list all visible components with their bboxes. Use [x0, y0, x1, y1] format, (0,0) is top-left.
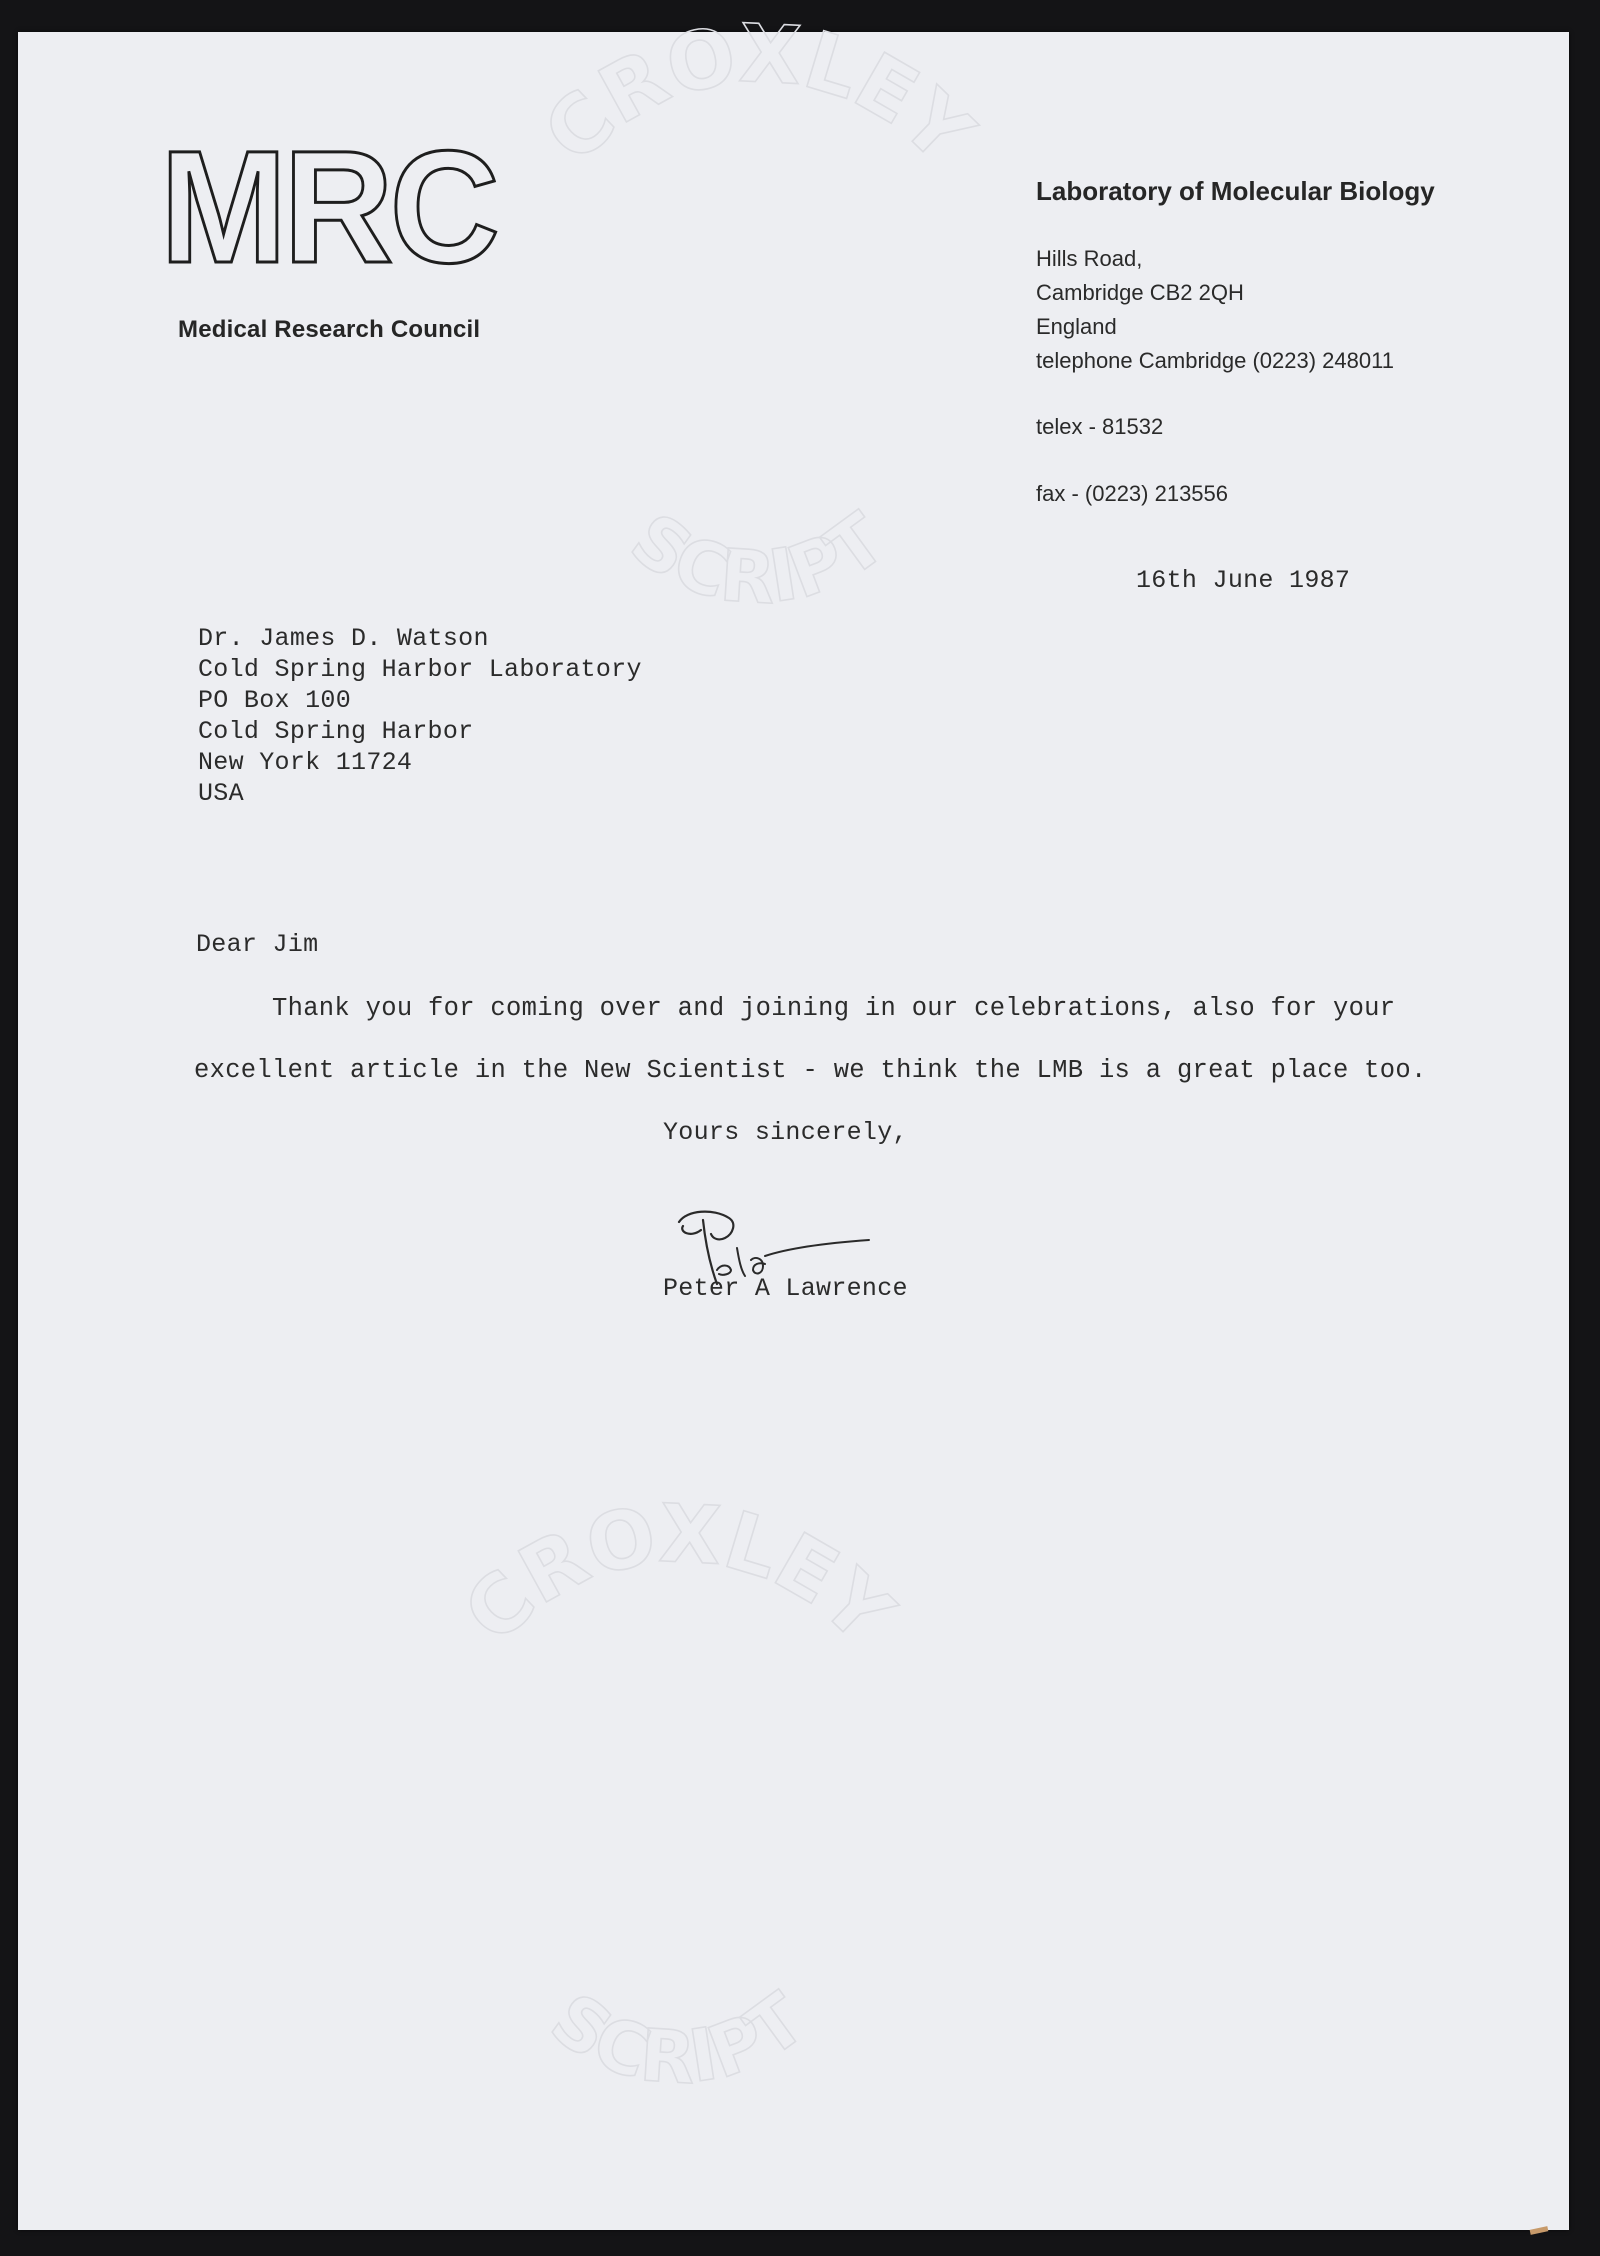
body-line: excellent article in the New Scientist - we think the LMB is a great place too.: [194, 1056, 1427, 1085]
recipient-line: PO Box 100: [198, 686, 352, 715]
fax-line: fax - (0223) 213556: [1036, 481, 1229, 506]
watermark-line1: CROXLEY: [446, 1486, 910, 1661]
closing: Yours sincerely,: [663, 1118, 908, 1147]
watermark-top: [488, 6, 1008, 621]
organization-name: Medical Research Council: [178, 316, 481, 343]
telex-line: telex - 81532: [1036, 414, 1164, 439]
telephone-line: telephone Cambridge (0223) 248011: [1036, 348, 1394, 373]
letter-date: 16th June 1987: [1136, 566, 1351, 595]
recipient-line: Dr. James D. Watson: [198, 624, 489, 653]
watermark-line2: SCRIPT: [616, 496, 900, 621]
recipient-line: Cold Spring Harbor: [198, 717, 474, 746]
watermark-bottom: [408, 1486, 928, 2101]
recipient-line: New York 11724: [198, 748, 413, 777]
watermark-line1: CROXLEY: [526, 6, 990, 181]
logo-text: MRC: [160, 117, 497, 296]
letter-page: [18, 6, 1569, 2230]
recipient-line: Cold Spring Harbor Laboratory: [198, 655, 642, 684]
signatory-name: Peter A Lawrence: [663, 1274, 908, 1303]
recipient-line: USA: [198, 779, 244, 808]
watermark-line2: SCRIPT: [536, 1976, 820, 2101]
address-line: England: [1036, 314, 1117, 339]
mrc-logo: [160, 117, 510, 296]
address-line: Hills Road,: [1036, 246, 1143, 271]
address-line: Cambridge CB2 2QH: [1036, 280, 1244, 305]
body-line: Thank you for coming over and joining in our celebrations, also for your: [272, 994, 1396, 1023]
salutation: Dear Jim: [196, 930, 319, 959]
laboratory-name: Laboratory of Molecular Biology: [1036, 176, 1435, 206]
